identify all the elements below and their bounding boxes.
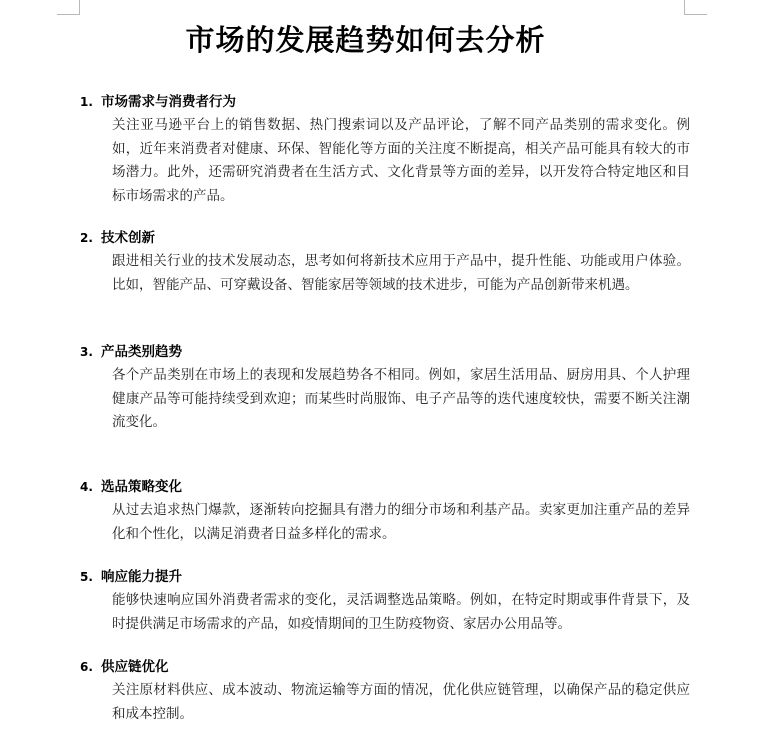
section-category-trends bbox=[80, 342, 690, 435]
section-supply-chain bbox=[80, 657, 690, 726]
section-number: 5. bbox=[80, 570, 93, 584]
section-number: 2. bbox=[80, 231, 93, 245]
page-corner-mark-top-right bbox=[684, 0, 707, 15]
section-heading-text: 选品策略变化 bbox=[101, 479, 182, 495]
section-responsiveness bbox=[80, 567, 690, 636]
section-number: 1. bbox=[80, 95, 93, 109]
section-market-demand bbox=[80, 92, 690, 208]
section-paragraph: 跟进相关行业的技术发展动态，思考如何将新技术应用于产品中，提升性能、功能或用户体验。比如，智能产品、可穿戴设备、智能家居等领域的技术进步，可能为产品创新带来机遇。 bbox=[112, 253, 690, 293]
section-heading bbox=[80, 477, 690, 497]
section-heading bbox=[80, 228, 690, 248]
section-number: 3. bbox=[80, 345, 93, 359]
section-number: 4. bbox=[80, 480, 93, 494]
section-heading bbox=[80, 567, 690, 587]
section-paragraph: 能够快速响应国外消费者需求的变化，灵活调整选品策略。例如，在特定时期或事件背景下，及时提供满足市场需求的产品，如疫情期间的卫生防疫物资、家居办公用品等。 bbox=[112, 592, 690, 632]
section-heading-text: 产品类别趋势 bbox=[101, 344, 182, 360]
section-number: 6. bbox=[80, 660, 93, 674]
section-heading-text: 供应链优化 bbox=[101, 659, 169, 675]
section-paragraph: 各个产品类别在市场上的表现和发展趋势各不相同。例如，家居生活用品、厨房用具、个人护理健康产品等可能持续受到欢迎；而某些时尚服饰、电子产品等的迭代速度较快，需要不断关注潮流变化。 bbox=[112, 367, 690, 430]
document-title: 市场的发展趋势如何去分析 bbox=[185, 23, 546, 57]
section-paragraph: 关注原材料供应、成本波动、物流运输等方面的情况，优化供应链管理，以确保产品的稳定供应和成本控制。 bbox=[112, 682, 690, 722]
section-heading-text: 技术创新 bbox=[101, 230, 155, 246]
section-paragraph: 关注亚马逊平台上的销售数据、热门搜索词以及产品评论，了解不同产品类别的需求变化。例如，近年来消费者对健康、环保、智能化等方面的关注度不断提高，相关产品可能具有较大的市场潜力。此外，还需研究消费者在生活方式、文化背景等方面的差异，以开发符合特定地区和目标市场需求的产品。 bbox=[112, 117, 690, 204]
section-selection-strategy bbox=[80, 477, 690, 546]
section-heading-text: 市场需求与消费者行为 bbox=[101, 94, 236, 110]
section-heading bbox=[80, 92, 690, 112]
section-tech-innovation bbox=[80, 228, 690, 297]
section-paragraph: 从过去追求热门爆款，逐渐转向挖掘具有潜力的细分市场和利基产品。卖家更加注重产品的差异化和个性化，以满足消费者日益多样化的需求。 bbox=[112, 502, 690, 542]
section-heading bbox=[80, 342, 690, 362]
page-corner-mark-top-left bbox=[57, 0, 80, 15]
section-heading-text: 响应能力提升 bbox=[101, 569, 182, 585]
section-heading bbox=[80, 657, 690, 677]
